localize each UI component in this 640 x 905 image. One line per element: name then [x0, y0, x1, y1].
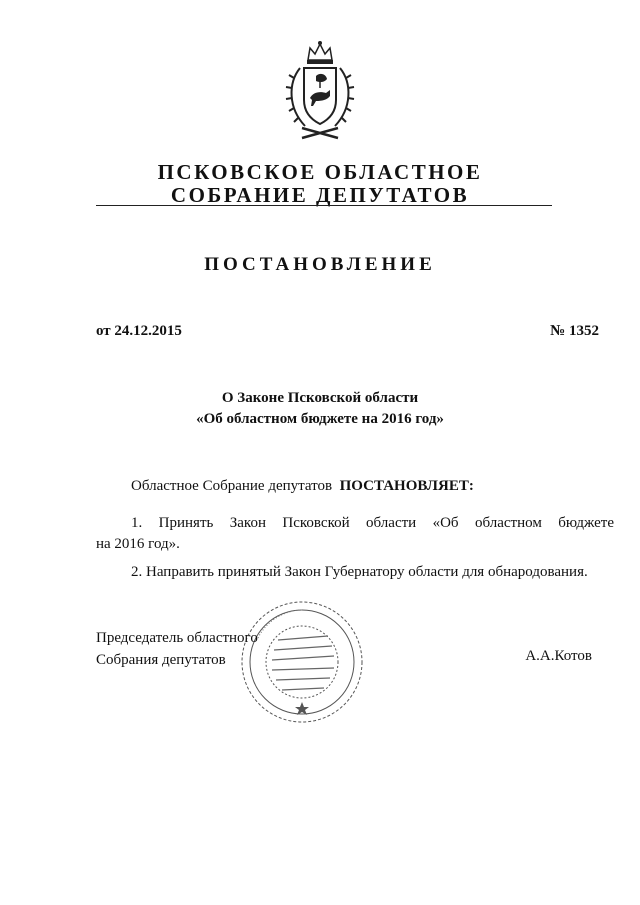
document-date: от 24.12.2015 [96, 323, 182, 339]
resolution-intro [131, 478, 474, 495]
signatory-title-line2: Собрания депутатов [96, 652, 226, 668]
intro-bold-text: ПОСТАНОВЛЯЕТ: [339, 478, 474, 494]
signatory-name: А.А.Котов [525, 648, 592, 664]
subject-line2: «Об областном бюджете на 2016 год» [196, 411, 444, 427]
paragraph-1 [96, 513, 614, 555]
header-divider [96, 205, 552, 206]
paragraph-1-line2: на 2016 год». [96, 536, 180, 552]
document-number: № 1352 [550, 323, 599, 339]
intro-text: Областное Собрание депутатов [131, 478, 333, 494]
signatory-title-line1: Председатель областного [96, 630, 258, 646]
coat-of-arms-emblem [280, 38, 360, 143]
subject-line1: О Законе Псковской области [221, 390, 419, 406]
document-title: ПОСТАНОВЛЕНИЕ [204, 254, 436, 275]
org-name-line1: ПСКОВСКОЕ ОБЛАСТНОЕ [157, 160, 483, 184]
signatory-title [96, 627, 258, 671]
org-name-line2: СОБРАНИЕ ДЕПУТАТОВ [170, 183, 470, 207]
paragraph-1-line1: 1. Принять Закон Псковской области «Об областном бюджете [131, 515, 614, 531]
paragraph-2: 2. Направить принятый Закон Губернатору области для обнародования. [131, 564, 588, 580]
